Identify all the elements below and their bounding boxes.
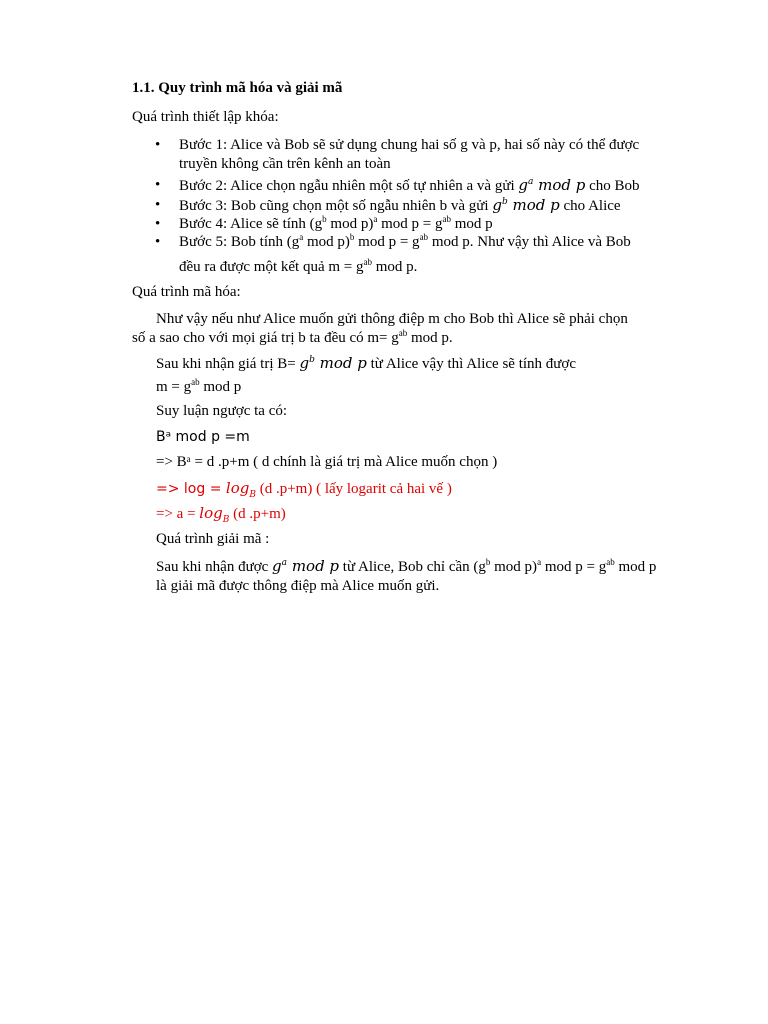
step-3-text: Bob cũng chọn một số ngẫu nhiên b và gửi [230,198,489,214]
step-3-label: Bước 3: [179,198,228,214]
equation-4-log-text: log [199,504,223,522]
equation-4-log-base: B [222,515,230,525]
decryption-line1-c: mod p) [490,559,538,575]
decryption-line1-b: từ Alice, Bob chỉ cần (g [342,559,486,575]
encryption-para-line1: Như vậy nếu như Alice muốn gửi thông điệp m cho Bob thì Alice sẽ phải chọn [156,311,628,327]
received-b-exp: b [309,355,315,365]
decryption-math-mod: mod p [291,557,340,575]
step-5-label: Bước 5: [179,234,228,250]
step-5-line2-b: mod p. [371,259,418,275]
equation-1: Bᵃ mod p =m [156,429,250,445]
decryption-line1-e: mod p [614,559,657,575]
m-equation-b: mod p [199,379,242,395]
step-5-line1 [179,232,631,252]
decryption-line1-e3: ab [606,557,615,567]
equation-3 [156,478,452,499]
received-b-line [156,353,576,374]
step-4-t2: mod p) [326,216,374,232]
decryption-line1-e2: a [537,557,542,567]
equation-3-log-text: log [225,479,250,497]
key-setup-heading: Quá trình thiết lập khóa: [132,109,279,125]
step-4-t3: mod p = g [377,216,443,232]
equation-4-a: => a = [156,506,200,522]
m-equation-exp: ab [191,377,200,387]
decryption-line2: là giải mã được thông điệp mà Alice muốn gửi. [156,578,440,594]
decryption-line1 [156,556,656,577]
decryption-math [272,557,339,575]
step-4-e1: b [322,214,327,224]
step-5-line2-a: đều ra được một kết quả m = g [179,259,364,275]
step-3-after: cho Alice [563,198,621,214]
decryption-math-base: g [272,557,282,575]
step-5-line2-exp: ab [363,257,372,267]
equation-4 [156,503,286,524]
equation-3-log [225,479,256,500]
equation-3-a: => log = [156,481,226,497]
step-5-line2 [179,257,417,277]
step-3-math-base: g [492,196,502,214]
decryption-line1-e1: b [485,557,491,567]
step-2-math-base: g [518,176,528,194]
encryption-para-line2-a: số a sao cho với mọi giá trị b ta đều có m= g [132,330,399,346]
received-b-base: g [299,354,310,372]
step-5-t2: mod p) [303,234,350,250]
step-4-e3: ab [442,214,451,224]
section-heading [132,78,342,98]
received-b-mod: mod p [319,354,367,372]
step-4-line [179,214,493,234]
step-1-bullet: • [155,137,161,153]
step-3-bullet: • [155,197,161,213]
step-1-line1 [179,135,639,155]
step-1-line2: truyền không cần trên kênh an toàn [179,156,391,172]
step-2-after: cho Bob [589,178,640,194]
inference-line: Suy luận ngược ta có: [156,403,288,419]
step-5-bullet: • [155,234,161,250]
equation-3-log-base: B [249,490,256,500]
equation-2: => Bᵃ = d .p+m ( d chính là giá trị mà Alice muốn chọn ) [156,454,498,470]
step-5-e1: a [299,232,304,242]
section-title: Quy trình mã hóa và giải mã [158,80,343,96]
step-4-e2: a [373,214,378,224]
step-2-bullet: • [155,177,161,193]
step-3-line [179,195,621,216]
step-4-bullet: • [155,216,161,232]
step-2-line [179,175,640,196]
step-3-math [492,196,559,214]
step-2-label: Bước 2: [179,178,228,194]
equation-3-b: (d .p+m) ( lấy logarit cả hai vế ) [255,481,452,497]
encryption-heading: Quá trình mã hóa: [132,284,241,300]
step-4-t1: Alice sẽ tính (g [230,216,323,232]
step-2-text: Alice chọn ngẫu nhiên một số tự nhiên a và gửi [230,178,515,194]
step-4-label: Bước 4: [179,216,228,232]
step-5-t1: Bob tính (g [230,234,300,250]
received-b-text: Sau khi nhận giá trị B= [156,356,296,372]
section-number: 1.1. [132,80,155,96]
encryption-para-line2 [132,328,453,348]
step-5-t3: mod p = g [354,234,420,250]
received-b-math [299,354,366,372]
step-1-text: Alice và Bob sẽ sử dụng chung hai số g và p, hai số này có thể được [230,137,640,153]
m-equation [156,377,241,397]
equation-4-log [199,504,230,525]
step-3-math-exp: b [501,197,508,207]
decryption-math-exp: a [281,558,288,568]
m-equation-a: m = g [156,379,192,395]
equation-4-b: (d .p+m) [229,506,286,522]
step-2-math-exp: a [527,177,534,187]
step-1-label: Bước 1: [179,137,228,153]
step-2-math [518,176,585,194]
decryption-line1-a: Sau khi nhận được [156,559,269,575]
step-5-e2: b [349,232,355,242]
encryption-para-line2-exp: ab [398,328,408,338]
step-5-e3: ab [419,232,429,242]
decryption-heading: Quá trình giải mã : [156,531,270,547]
decryption-line1-d: mod p = g [541,559,607,575]
received-b-after: từ Alice vậy thì Alice sẽ tính được [370,356,576,372]
step-5-t4: mod p. Như vậy thì Alice và Bob [428,234,631,250]
step-4-t4: mod p [450,216,493,232]
step-2-math-mod: mod p [538,176,586,194]
encryption-para-line2-b: mod p. [407,330,453,346]
step-3-math-mod: mod p [512,196,560,214]
